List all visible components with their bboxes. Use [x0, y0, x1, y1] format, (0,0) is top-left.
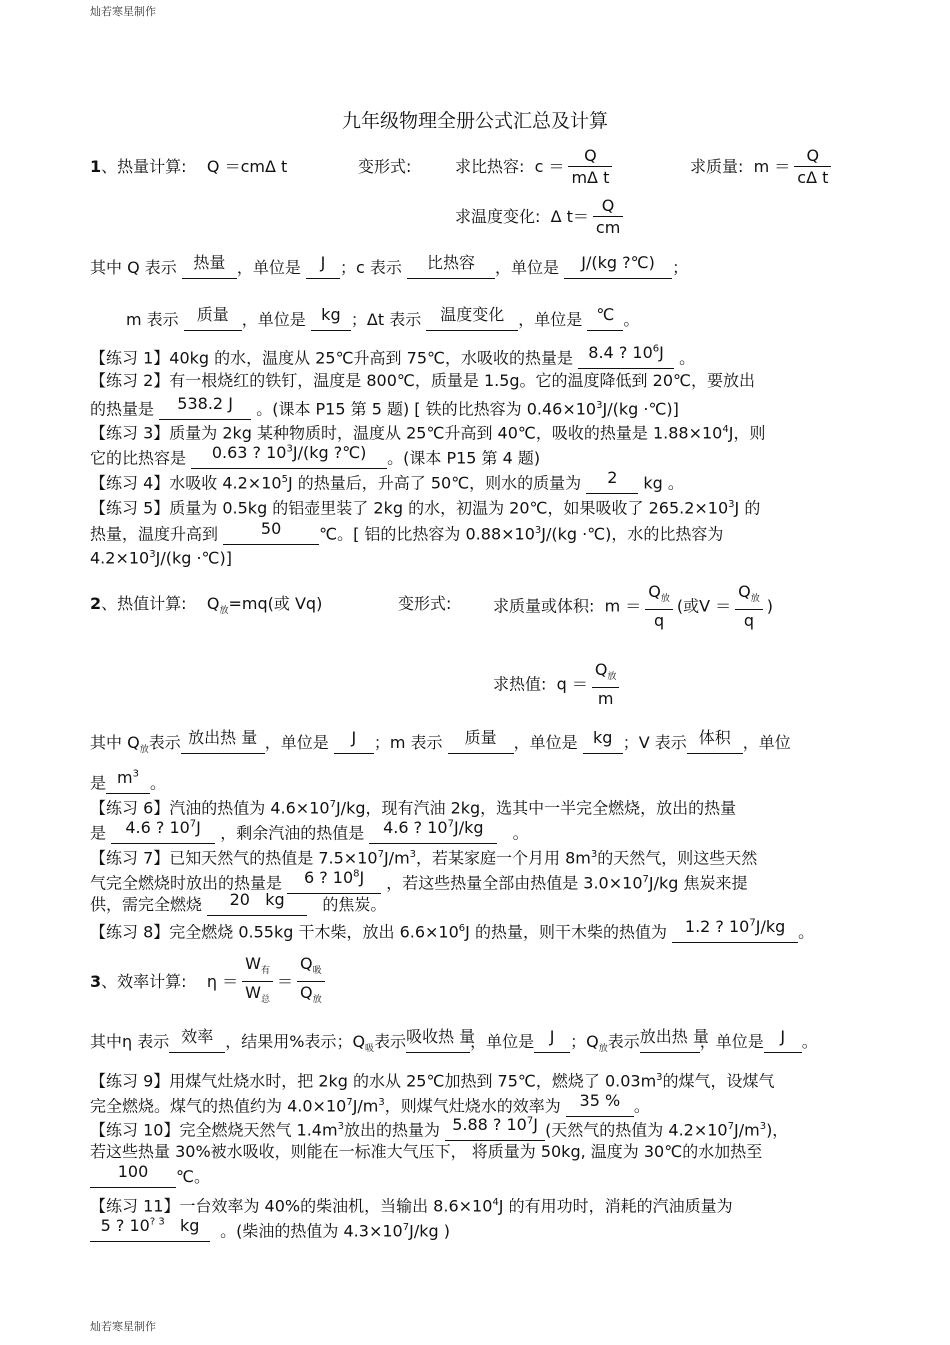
answer: 5 ? 10 [100, 1216, 150, 1236]
answer: 4.6 ? 10 [383, 818, 448, 838]
text: J/kg ) [409, 1221, 450, 1241]
subscript: 放 [660, 594, 670, 605]
fraction [794, 146, 831, 189]
exponent: 6 [458, 923, 466, 934]
answer-exponent: ? 3 [149, 1217, 165, 1228]
exponent: 3 [596, 400, 603, 411]
text: 【练习 5】质量为 0.5kg 的铝壶里装了 2kg 的水，初温为 20℃，如果吸收了 265.2×10 [90, 498, 729, 518]
answer: 20 [229, 890, 250, 909]
text: 。 [623, 310, 640, 329]
answer: 100 [117, 1162, 149, 1181]
answer-blank [564, 253, 672, 279]
formula-mass-volume [493, 582, 773, 632]
answer: m [117, 768, 133, 788]
text: J，则 [728, 423, 766, 443]
text: ，单位是 [513, 733, 578, 752]
numerator: Q [648, 582, 661, 601]
answer-blank [448, 728, 514, 754]
subscript: 总 [260, 995, 270, 1006]
text: 。 [512, 823, 529, 843]
exercise-5 [90, 495, 760, 518]
fraction [242, 954, 273, 1011]
text: m 表示 [126, 310, 179, 329]
answer: 体积 [698, 728, 731, 747]
answer-exponent: 7 [749, 918, 756, 929]
answer-blank [90, 1162, 176, 1188]
answer: J [780, 1027, 786, 1046]
answer: kg [593, 728, 613, 747]
answer-blank [672, 919, 798, 943]
exercise-11-cont [90, 1218, 450, 1242]
text: ，单位 [742, 733, 791, 752]
text: 【练习 1】40kg 的水，温度从 25℃升高到 75℃，水吸收的热量是 [90, 348, 573, 368]
answer: 放出热 量 [188, 728, 258, 747]
text: 。 [679, 348, 696, 368]
text: ，若某家庭一个月用 8m [416, 848, 591, 868]
text: 【练习 11】一台效率为 40%的柴油机，当输出 8.6×10 [90, 1196, 493, 1216]
text: ，单位是 [264, 733, 329, 752]
text: )， [766, 1120, 789, 1140]
answer: 35 % [579, 1091, 621, 1111]
answer-exponent: 8 [353, 869, 360, 880]
section-3-heading [90, 954, 329, 1011]
text: J/m [733, 1120, 760, 1140]
answer-blank [534, 1027, 570, 1053]
exponent: 7 [329, 799, 336, 810]
answer: 吸收热 量 [406, 1027, 476, 1046]
exponent: 3 [728, 499, 735, 510]
text: 其中 Q 表示 [90, 258, 177, 277]
text: ，剩余汽油的热值是 [220, 823, 365, 843]
answer-blank [639, 1027, 709, 1053]
denominator: m [597, 689, 614, 709]
exponent: 3 [149, 549, 156, 560]
text: ，单位是 [518, 310, 583, 329]
text: J 的 [734, 498, 761, 518]
numerator: Q [299, 954, 313, 973]
text: 【练习 9】用煤气灶烧水时，把 2kg 的水从 25℃加热到 75℃，燃烧了 0.03m [90, 1071, 657, 1091]
formula-lhs: m ＝ [753, 157, 791, 176]
text: 【练习 4】水吸收 4.2×10 [90, 473, 282, 493]
numerator: Q [593, 196, 623, 217]
exponent: 3 [759, 1121, 767, 1132]
text: J/m [352, 1096, 379, 1116]
exercise-3 [90, 420, 765, 443]
main-formula: =mq(或 Vq) [228, 594, 323, 613]
subscript: 放 [750, 594, 760, 605]
section-number: 2 [90, 594, 102, 613]
fraction [593, 196, 623, 239]
text: J/m [383, 848, 410, 868]
text: 气完全燃烧时放出的热量是 [90, 873, 283, 893]
exercise-7-cont [90, 870, 748, 894]
text: ，若这些热量全部由热值是 3.0×10 [386, 873, 643, 893]
text: ，单位是 [494, 258, 559, 277]
answer-unit: J/(kg ?℃) [292, 443, 367, 463]
answer-blank [587, 305, 623, 331]
denominator: Q [299, 983, 313, 1003]
text: 它的比热容是 [90, 448, 187, 468]
answer-blank [182, 253, 237, 279]
text: J 的热量后，升高了 50℃，则水的质量为 [287, 473, 582, 493]
answer: J/(kg ?℃) [581, 253, 655, 272]
exponent: 4 [722, 424, 729, 435]
text: 的焦炭。 [322, 895, 387, 914]
answer: 6 ? 10 [303, 868, 354, 888]
text: 表示 [148, 733, 181, 752]
text: ，单位是 [241, 310, 306, 329]
exercise-11 [90, 1193, 733, 1216]
section-1-heading [90, 157, 287, 177]
exercise-10-cont: 若这些热量 30%被水吸收，则能在一标准大气压下， 将质量为 50kg, 温度为 30℃的水加热至 [90, 1142, 763, 1161]
answer: 质量 [464, 728, 497, 747]
text: J 的有用功时，消耗的汽油质量为 [498, 1196, 733, 1216]
exercise-3-cont [90, 445, 540, 469]
definition-line [90, 253, 689, 279]
answer-unit: kg [179, 1216, 200, 1236]
section-number: 3 [90, 972, 102, 992]
text: ；m 表示 [373, 733, 443, 752]
text: 。 [150, 773, 167, 793]
text: 的热量是 [90, 399, 155, 419]
exercise-7-cont2 [90, 890, 387, 916]
section-label: 、效率计算: [101, 972, 187, 992]
answer-exponent: 3 [132, 769, 139, 780]
numerator: Q [794, 146, 831, 167]
text: 。 [798, 922, 815, 942]
text: kg 。 [643, 473, 684, 493]
answer-blank [111, 820, 215, 844]
formula-symbol: Q [206, 594, 220, 613]
section-label: 、热值计算: [101, 594, 187, 613]
answer-unit: J [359, 868, 365, 888]
text: 【练习 3】质量为 2kg 某种物质时，温度从 25℃升高到 40℃，吸收的热量是 1.88×10 [90, 423, 723, 443]
answer-unit: J [533, 1115, 538, 1135]
answer-blank [306, 253, 340, 279]
answer: J [320, 253, 326, 272]
denominator: cm [595, 218, 621, 237]
answer-blank [169, 1027, 225, 1053]
answer: 比热容 [426, 253, 475, 272]
answer-blank [369, 820, 497, 844]
numerator: Q [568, 146, 612, 167]
answer-exponent: 3 [286, 444, 293, 455]
text: 【练习 7】已知天然气的热值是 7.5×10 [90, 848, 378, 868]
text: ，单位是 [699, 1032, 764, 1051]
exercise-9 [90, 1068, 775, 1091]
answer-blank [764, 1027, 802, 1053]
text: (或V ＝ [676, 596, 732, 616]
definition-line-cont [90, 770, 166, 794]
exponent: 7 [377, 849, 384, 860]
subscript: 放 [312, 995, 322, 1006]
answer-exponent: 6 [652, 344, 660, 355]
exercise-9-cont [90, 1093, 650, 1117]
text: ℃。 [176, 1167, 210, 1186]
answer-unit: kg [265, 890, 285, 909]
text: ，单位是 [236, 258, 301, 277]
subscript: 放 [607, 672, 617, 683]
answer-blank [191, 445, 387, 469]
fraction [568, 146, 612, 189]
formula-lhs: η ＝ [206, 972, 239, 992]
formula-temp-change [455, 196, 627, 239]
formula-lhs: c ＝ [534, 157, 565, 176]
answer: ℃ [596, 305, 615, 324]
answer-blank [184, 305, 242, 331]
fraction [735, 582, 763, 632]
exponent: 3 [409, 849, 417, 860]
text: 。(课本 P15 第 4 题) [387, 448, 541, 468]
exponent: 3 [590, 849, 598, 860]
text: 其中η 表示 [90, 1032, 170, 1051]
exercise-8 [90, 919, 814, 943]
answer-blank [223, 519, 319, 545]
denominator: q [743, 611, 755, 631]
answer: 4.6 ? 10 [125, 818, 190, 838]
text: ) [766, 596, 774, 616]
footer-text: 灿若寒星制作 [90, 1320, 156, 1333]
answer: 8.4 ? 10 [588, 343, 653, 363]
text: 【练习 10】完全燃烧天然气 1.4m [90, 1120, 338, 1140]
answer-blank [566, 1091, 634, 1117]
variant-label: 变形式: [358, 157, 412, 176]
text: 的天然气，则这些天然 [597, 848, 758, 868]
text: 放出的热量为 [343, 1120, 440, 1140]
text: 4.2×10 [90, 548, 150, 568]
answer-blank [445, 1117, 545, 1141]
answer-blank [406, 1027, 476, 1053]
formula-label: 求温度变化: [455, 207, 541, 226]
text: 表示 [607, 1032, 640, 1051]
formula-label: 求热值: [493, 674, 547, 694]
answer-blank [159, 394, 251, 420]
answer-exponent: 7 [447, 819, 454, 830]
answer-unit: J/kg [453, 818, 484, 838]
text: ；V 表示 [622, 733, 687, 752]
answer-blank [311, 305, 351, 331]
text: ，结果用%表示；Q [225, 1032, 366, 1051]
exponent: 7 [642, 874, 649, 885]
answer-exponent: 7 [189, 819, 197, 830]
exercise-10 [90, 1117, 788, 1141]
section-number: 1 [90, 157, 102, 176]
answer-blank [287, 870, 381, 894]
formula-specific-heat [455, 146, 616, 189]
text: 表示 [374, 1032, 407, 1051]
exponent: 5 [281, 474, 288, 485]
text: J/(kg ·℃)] [155, 548, 232, 568]
answer: 0.63 ? 10 [211, 443, 287, 463]
text: J/kg 焦炭来提 [648, 873, 748, 893]
text: 。 [801, 1032, 818, 1051]
formula-heat-value [493, 660, 623, 710]
answer: 温度变化 [440, 305, 505, 324]
exercise-7 [90, 845, 757, 868]
header-text: 灿若寒星制作 [90, 5, 156, 18]
exercise-5-cont [90, 521, 723, 545]
answer-unit: J/kg [755, 917, 786, 937]
text: (天然气的热值为 4.2×10 [545, 1120, 728, 1140]
answer-exponent: 7 [526, 1116, 534, 1127]
text: ； [672, 258, 689, 277]
exponent: 3 [534, 525, 542, 536]
answer: 538.2 J [177, 394, 233, 414]
fraction [297, 954, 325, 1011]
numerator: Q [738, 582, 751, 601]
exercise-2-cont [90, 396, 679, 420]
exponent: 3 [337, 1121, 344, 1132]
fraction [592, 660, 620, 710]
exercise-6 [90, 795, 736, 818]
denominator: cΔ t [797, 168, 829, 187]
answer-blank [578, 345, 674, 369]
text: ；c 表示 [339, 258, 402, 277]
text: 是 [90, 823, 107, 843]
answer: J [351, 728, 357, 747]
answer-blank [106, 770, 150, 794]
answer-blank [426, 305, 518, 331]
definition-line [90, 728, 791, 760]
exponent: 3 [656, 1072, 663, 1083]
exercise-6-cont [90, 820, 529, 844]
answer-blank [586, 468, 638, 494]
text: ，则煤气灶烧水的效率为 [384, 1096, 561, 1116]
equals-sign: ＝ [276, 972, 293, 992]
answer-blank [687, 728, 743, 754]
answer-blank [334, 728, 374, 754]
definition-line [90, 1027, 818, 1059]
text: J/(kg ·℃)，水的比热容为 [541, 524, 724, 544]
formula-lhs: q ＝ [556, 674, 588, 694]
numerator: W [245, 954, 261, 973]
formula-label: 求质量: [690, 157, 744, 176]
main-formula: Q ＝cmΔ t [206, 157, 288, 176]
answer-blank [90, 1218, 210, 1242]
text: J 的热量，则干木柴的热值为 [465, 922, 667, 942]
text: 。 [633, 1096, 650, 1116]
answer-blank [583, 728, 623, 754]
variant-label: 变形式: [398, 594, 452, 613]
formula-lhs: m ＝ [604, 596, 642, 616]
exercise-10-cont2 [90, 1162, 210, 1188]
answer: J [549, 1027, 555, 1046]
formula-lhs: Δ t＝ [550, 207, 589, 226]
answer: 2 [607, 468, 618, 488]
exponent: 7 [727, 1121, 734, 1132]
exponent: 7 [402, 1222, 410, 1233]
answer: 质量 [196, 305, 229, 324]
answer-blank [181, 728, 265, 754]
answer-unit: J [659, 343, 664, 363]
text: 完全燃烧。煤气的热值约为 4.0×10 [90, 1096, 347, 1116]
text: 【练习 8】完全燃烧 0.55kg 干木柴，放出 6.6×10 [90, 922, 459, 942]
answer: 效率 [181, 1027, 214, 1046]
fraction [645, 582, 673, 632]
exercise-1 [90, 345, 695, 369]
answer: 5.88 ? 10 [452, 1115, 527, 1135]
subscript: 吸 [365, 1044, 375, 1055]
text: 热量，温度升高到 [90, 524, 219, 544]
text: 是 [90, 773, 107, 793]
exercise-5-cont2 [90, 545, 232, 568]
subscript: 吸 [312, 966, 322, 977]
text: ；Q [570, 1032, 599, 1051]
exponent: 7 [346, 1097, 353, 1108]
text: ；Δt 表示 [350, 310, 422, 329]
exercise-2: 【练习 2】有一根烧红的铁钉，温度是 800℃，质量是 1.5g。它的温度降低到 20℃，要放出 [90, 371, 755, 390]
numerator: Q [594, 660, 608, 679]
subscript: 放 [598, 1044, 608, 1055]
text: ，单位是 [470, 1032, 535, 1051]
subscript: 放 [219, 606, 229, 617]
formula-label: 求质量或体积: [493, 596, 595, 616]
text: ℃。[ 铝的比热容为 0.88×10 [319, 524, 535, 544]
answer: kg [321, 305, 341, 324]
answer: 热量 [193, 253, 226, 272]
section-2-heading [90, 594, 322, 621]
page-title: 九年级物理全册公式汇总及计算 [341, 110, 608, 132]
subscript: 有 [260, 966, 270, 977]
denominator: q [653, 611, 665, 631]
text: 其中 Q [90, 733, 140, 752]
formula-mass [690, 146, 835, 189]
answer: 50 [260, 519, 282, 539]
exponent: 4 [492, 1197, 499, 1208]
denominator: W [245, 983, 261, 1003]
text: 【练习 6】汽油的热值为 4.6×10 [90, 798, 330, 818]
formula-label: 求比热容: [455, 157, 525, 176]
exponent: 3 [378, 1097, 385, 1108]
subscript: 放 [139, 745, 149, 756]
section-label: 、热量计算: [101, 157, 187, 176]
exercise-4 [90, 470, 684, 494]
answer-blank [407, 253, 495, 279]
text: J/(kg ·℃)] [602, 399, 679, 419]
answer-unit: J [196, 818, 201, 838]
definition-line [126, 305, 640, 331]
text: 供，需完全燃烧 [90, 895, 203, 914]
answer: 1.2 ? 10 [684, 917, 750, 937]
text: 。(课本 P15 第 5 题) [ 铁的比热容为 0.46×10 [256, 399, 597, 419]
text: J/kg，现有汽油 2kg，选其中一半完全燃烧，放出的热量 [335, 798, 737, 818]
denominator: mΔ t [571, 168, 610, 187]
answer-blank [207, 890, 307, 916]
text: 。(柴油的热值为 4.3×10 [220, 1221, 403, 1241]
answer: 放出热 量 [639, 1027, 709, 1046]
text: 的煤气，设煤气 [662, 1071, 775, 1091]
